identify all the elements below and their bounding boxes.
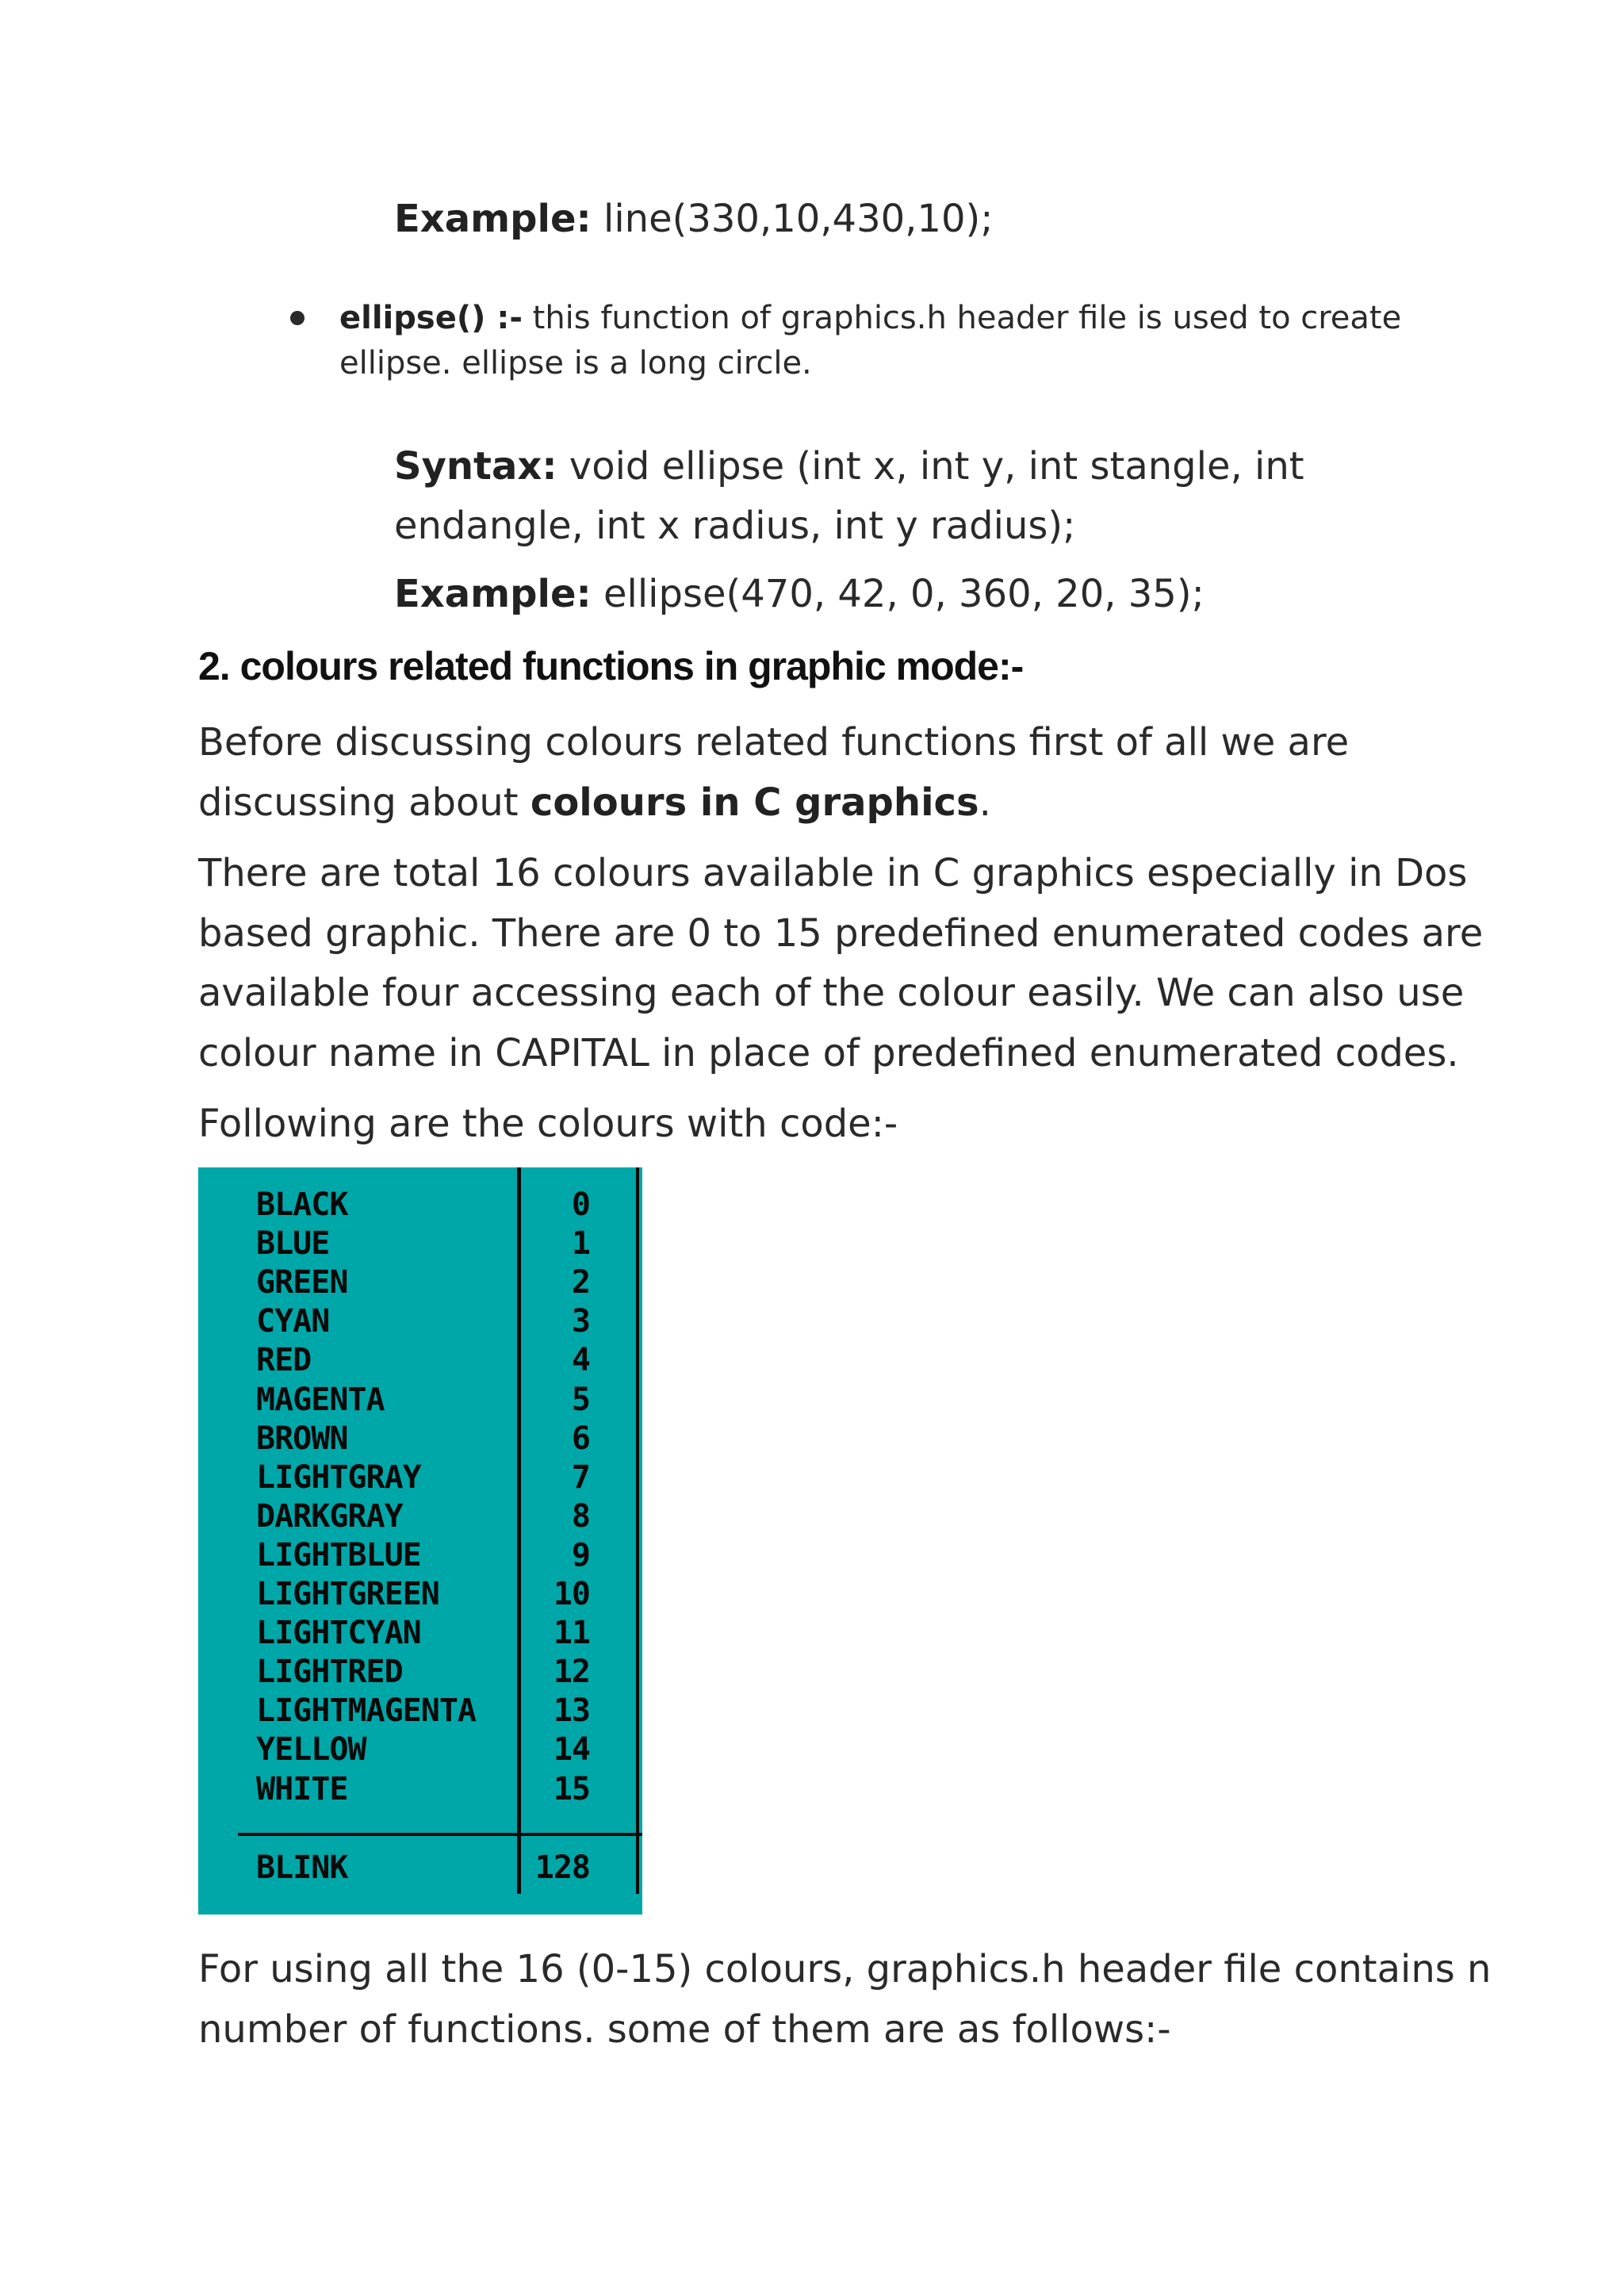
- example-code: line(330,10,430,10);: [591, 197, 994, 241]
- colour-name: CYAN: [256, 1303, 330, 1340]
- intro-bold-term: colours in C graphics: [530, 780, 979, 825]
- table-row: [198, 1692, 642, 1731]
- colour-code: 14: [553, 1731, 590, 1769]
- intro-line2: [198, 772, 991, 833]
- colour-code: 0: [571, 1186, 590, 1223]
- colours-paragraph-line: colour name in CAPITAL in place of predefined enumerated codes.: [198, 1031, 1459, 1075]
- colour-code: 6: [571, 1420, 590, 1457]
- syntax-line1: [394, 438, 1304, 495]
- example-line: [394, 190, 993, 247]
- colour-code: 3: [571, 1303, 590, 1340]
- colours-paragraph-line: There are total 16 colours available in C graphics especially in Dos: [198, 851, 1468, 895]
- table-row: [198, 1420, 642, 1458]
- closing-paragraph-line: For using all the 16 (0-15) colours, graphics.h header file contains n: [198, 1947, 1492, 1991]
- table-row: [198, 1614, 642, 1653]
- bullet-icon: [290, 311, 304, 325]
- table-row: [198, 1225, 642, 1263]
- colour-name: BROWN: [256, 1420, 348, 1457]
- colour-code: 1: [571, 1225, 590, 1263]
- syntax-line2: endangle, int x radius, int y radius);: [394, 504, 1076, 548]
- table-row: [198, 1731, 642, 1769]
- intro-suffix: .: [979, 780, 991, 825]
- colour-name: LIGHTBLUE: [256, 1536, 421, 1573]
- table-row: [198, 1263, 642, 1302]
- table-row: [198, 1653, 642, 1692]
- colour-name: LIGHTCYAN: [256, 1615, 421, 1652]
- table-row: [198, 1381, 642, 1420]
- colour-name: DARKGRAY: [256, 1497, 403, 1535]
- colours-paragraph-line: based graphic. There are 0 to 15 predefined enumerated codes are: [198, 911, 1484, 956]
- colour-code: 12: [553, 1654, 590, 1691]
- example-ellipse: [394, 565, 1205, 623]
- table-row: [198, 1770, 642, 1809]
- colours-paragraph-line: available four accessing each of the colour easily. We can also use: [198, 971, 1465, 1015]
- colour-name: GREEN: [256, 1264, 348, 1301]
- colour-code: 5: [571, 1381, 590, 1418]
- colour-code: 13: [553, 1692, 590, 1730]
- colour-code: 11: [553, 1615, 590, 1652]
- colour-name: YELLOW: [256, 1731, 366, 1769]
- table-row: [198, 1186, 642, 1225]
- table-row: [198, 1341, 642, 1380]
- colour-code: 7: [571, 1458, 590, 1496]
- colour-code: 4: [571, 1342, 590, 1379]
- colour-code: 15: [553, 1770, 590, 1807]
- intro-line1: Before discussing colours related functions first of all we are: [198, 720, 1350, 765]
- colour-name: LIGHTMAGENTA: [256, 1692, 476, 1730]
- colour-name: BLINK: [256, 1849, 348, 1886]
- colour-name: BLUE: [256, 1225, 330, 1263]
- following-text: Following are the colours with code:-: [198, 1102, 898, 1146]
- table-row: [198, 1302, 642, 1341]
- section-heading: 2. colours related functions in graphic mode:-: [198, 644, 1024, 688]
- colour-name: LIGHTGREEN: [256, 1576, 439, 1612]
- example-code: ellipse(470, 42, 0, 360, 20, 35);: [591, 572, 1205, 616]
- syntax-code-part1: void ellipse (int x, int y, int stangle, int: [557, 444, 1304, 489]
- colour-code: 10: [553, 1576, 590, 1612]
- colour-name: MAGENTA: [256, 1381, 385, 1418]
- intro-prefix: discussing about: [198, 780, 530, 825]
- ellipse-bullet-line1: [339, 296, 1401, 340]
- table-row: [198, 1575, 642, 1614]
- colour-name: WHITE: [256, 1770, 348, 1807]
- colour-code: 9: [571, 1536, 590, 1573]
- table-row: [198, 1497, 642, 1536]
- table-row-divider: [238, 1833, 642, 1836]
- colour-code: 2: [571, 1264, 590, 1301]
- table-row: [198, 1536, 642, 1575]
- colour-name: RED: [256, 1342, 312, 1379]
- colour-name: BLACK: [256, 1186, 348, 1223]
- colour-name: LIGHTRED: [256, 1654, 403, 1691]
- ellipse-bullet-line2: ellipse. ellipse is a long circle.: [339, 345, 812, 381]
- table-row-blink: [198, 1849, 642, 1888]
- ellipse-description: this function of graphics.h header file is used to create: [522, 300, 1402, 336]
- colour-code: 8: [571, 1497, 590, 1535]
- table-row: [198, 1458, 642, 1497]
- colour-name: LIGHTGRAY: [256, 1458, 421, 1496]
- ellipse-function-name: ellipse() :-: [339, 300, 523, 336]
- example-label: Example:: [394, 197, 592, 241]
- colour-code: 128: [534, 1849, 590, 1886]
- closing-paragraph-line: number of functions. some of them are as follows:-: [198, 2007, 1171, 2052]
- syntax-label: Syntax:: [394, 444, 557, 489]
- colour-code-table: [198, 1167, 642, 1915]
- example-label: Example:: [394, 572, 592, 616]
